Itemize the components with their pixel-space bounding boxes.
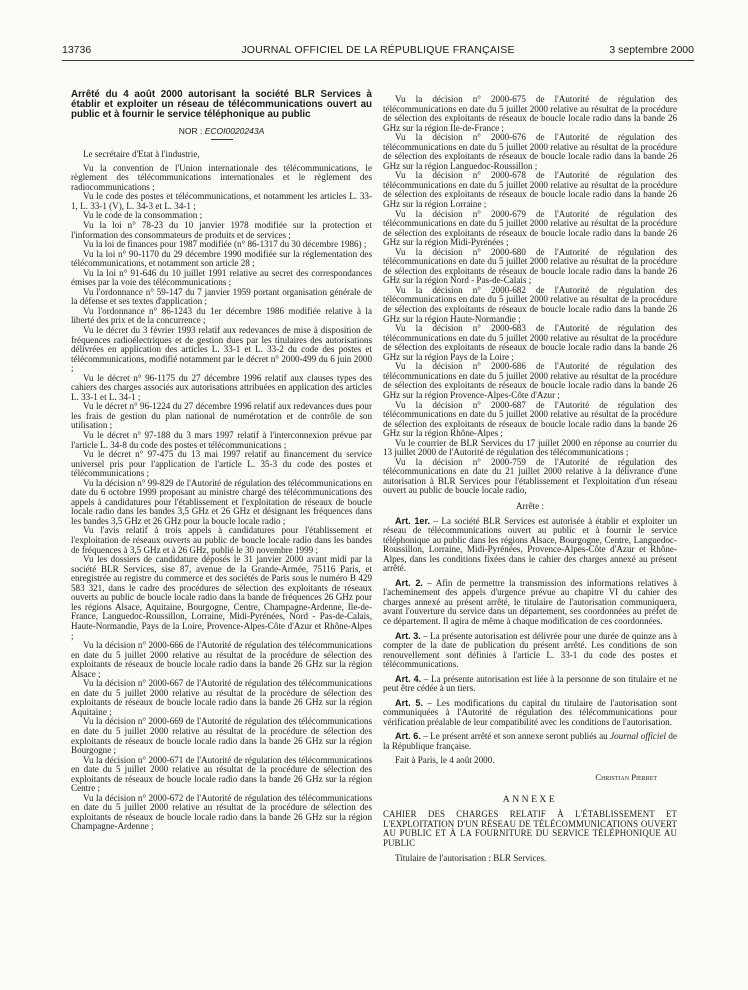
- header-rule: [62, 60, 694, 61]
- page-header: [62, 44, 694, 60]
- visa-paragraph: Vu le décret n° 97-188 du 3 mars 1997 relatif à l'interconnexion prévue par l'article L. 34-8 du code des postes et télécommunications ;: [71, 430, 372, 450]
- visa-paragraph: Vu le code de la consommation ;: [83, 210, 203, 221]
- visa-paragraph: Vu la décision n° 2000-686 de l'Autorité de régulation des télécommunications en date du 5 juillet 2000 relative au résultat de la procédure de sélection des exploitants de réseaux de boucle locale radio dans la bande 26 GHz sur la région Provence-Alpes-Côte d'Azur ;: [383, 361, 677, 400]
- nor-label: NOR :: [178, 125, 203, 136]
- article-text: – La présente autorisation est liée à la personne de son titulaire et ne peut être cédée à un tiers.: [383, 673, 677, 694]
- right-column: [383, 95, 677, 864]
- page-number: 13736: [62, 44, 92, 56]
- article-text-before: – Le présent arrêté et son annexe seront publiés au: [420, 731, 611, 742]
- visa-paragraph: Vu la décision n° 2000-672 de l'Autorité de régulation des télécommunications en date du 5 juillet 2000 relative au résultat de la procédure de sélection des exploitants de réseaux de boucle locale radio dans la bande 26 GHz sur la région Champagne-Ardenne ;: [71, 792, 372, 832]
- article-paragraph: [383, 579, 677, 627]
- article-text: – Les modifications du capital du titulaire de l'autorisation sont communiquées à l'Autorité de régulation des télécommunications pour vérification préalable de leur compatibilité avec les conditions de l'autorisation.: [383, 697, 677, 727]
- article-number: Art. 5.: [395, 697, 423, 708]
- issue-date: 3 septembre 2000: [609, 44, 694, 56]
- article-paragraph: [383, 632, 677, 670]
- visa-paragraph: Vu le décret du 3 février 1993 relatif aux redevances de mise à disposition de fréquences radioélectriques et de gestion dues par les titulaires des autorisations délivrées en application des articles L. 33-1 et L. 33-2 du code des postes et télécommunications, modifié notamment par le décret n° 2000-499 du 6 juin 2000 ;: [71, 325, 372, 374]
- article-text: – La présente autorisation est délivrée pour une durée de quinze ans à compter de la date de publication du présent arrêté. Les conditions de son renouvellement sont définies à l'article L. 33-1 du code des postes et télécommunications.: [383, 630, 677, 670]
- article-text-after: de la République française.: [383, 731, 677, 751]
- visa-paragraph: Vu le décret n° 97-475 du 13 mai 1997 relatif au financement du service universel pris pour l'application de l'article L. 35-3 du code des postes et télécommunications ;: [71, 449, 372, 479]
- visa-paragraph: Vu la décision n° 2000-669 de l'Autorité de régulation des télécommunications en date du 5 juillet 2000 relative au résultat de la procédure de sélection des exploitants de réseaux de boucle locale radio dans la bande 26 GHz sur la région Bourgogne ;: [71, 716, 372, 756]
- visa-paragraph: Vu le décret n° 96-1175 du 27 décembre 1996 relatif aux clauses types des cahiers des charges associés aux autorisations attribuées en application des articles L. 33-1 et L. 34-1 ;: [71, 372, 372, 402]
- left-column: [71, 90, 372, 832]
- article-text: – Afin de permettre la transmission des informations relatives à l'acheminement des appels d'urgence prévue au chapitre VI du cahier des charges annexé au présent arrêté, le titulaire de l'autorisation communiquera, avant l'ouverture du service dans un département, ses coordonnées au préfet de ce département. Il agira de même à chaque modification de ces coordonnées.: [383, 577, 677, 626]
- visa-paragraph: Vu la décision n° 2000-676 de l'Autorité de régulation des télécommunications en date du 5 juillet 2000 relative au résultat de la procédure de sélection des exploitants de réseaux de boucle locale radio dans la bande 26 GHz sur la région Languedoc-Roussillon ;: [383, 132, 677, 171]
- arrete-heading: Arrête :: [515, 500, 545, 511]
- visa-paragraph: Vu le courrier de BLR Services du 17 juillet 2000 en réponse au courrier du 13 juillet 2000 de l'Autorité de régulation des télécommunications ;: [383, 437, 677, 458]
- visa-paragraph: Vu la loi de finances pour 1987 modifiée (n° 86-1317 du 30 décembre 1986) ;: [83, 239, 367, 250]
- nor-reference: [71, 127, 372, 137]
- journal-title: JOURNAL OFFICIEL DE LA RÉPUBLIQUE FRANÇAISE: [241, 44, 515, 56]
- annexe-title: CAHIER DES CHARGES RELATIF À L'ÉTABLISSEMENT ET L'EXPLOITATION D'UN RÉSEAU DE TÉLÉCOMMUNICATIONS OUVERT AU PUBLIC ET À LA FOURNITURE DU SERVICE TÉLÉPHONIQUE AU PUBLIC: [383, 809, 677, 848]
- article-paragraph: [383, 699, 677, 728]
- visa-paragraph: Vu la décision n° 2000-679 de l'Autorité de régulation des télécommunications en date du 5 juillet 2000 relative au résultat de la procédure de sélection des exploitants de réseaux de boucle locale radio dans la bande 26 GHz sur la région Midi-Pyrénées ;: [383, 208, 677, 248]
- visa-paragraph: Vu les dossiers de candidature déposés le 31 janvier 2000 avant midi par la société BLR Services, sise 87, avenue de la Grande-Armée, 75116 Paris, et enregistrée au registre du commerce et des sociétés de Paris sous le numéro B 429 583 321, dans le cadre des procédures de sélection des exploitants de réseaux ouverts au public de boucle locale radio dans la bande de fréquences 26 GHz pour les régions Alsace, Aquitaine, Bourgogne, Centre, Champagne-Ardenne, Ile-de-France, Languedoc-Roussillon, Lorraine, Midi-Pyrénées, Nord - Pas-de-Calais, Haute-Normandie, Pays de la Loire, Provence-Alpes-Côte d'Azur et Rhône-Alpes ;: [71, 554, 372, 641]
- article-6: [383, 732, 677, 751]
- article-number: Art. 4.: [395, 673, 422, 684]
- visa-paragraph: Vu l'avis relatif à trois appels à candidatures pour l'établissement et l'exploitation de réseaux ouverts au public de boucle locale radio dans les bandes de fréquences à 3,5 GHz et à 26 GHz, publié le 30 novembre 1999 ;: [71, 525, 372, 555]
- visa-paragraph: Vu l'ordonnance n° 86-1243 du 1er décembre 1986 modifiée relative à la liberté des prix et de la concurrence ;: [71, 305, 372, 326]
- visa-paragraph: Vu la décision n° 2000-675 de l'Autorité de régulation des télécommunications en date du 5 juillet 2000 relative au résultat de la procédure de sélection des exploitants de réseaux de boucle locale radio dans la bande 26 GHz sur la région Ile-de-France ;: [383, 94, 677, 133]
- visa-paragraph: Vu la décision n° 99-829 de l'Autorité de régulation des télécommunications en date du 6 octobre 1999 proposant au ministre chargé des télécommunications des appels à candidatures pour l'établissement et l'exploitation de réseaux de boucle locale radio dans les bandes 3,5 GHz et 26 GHz et désignant les fréquences dans les bandes 3,5 GHz et 26 GHz pour la boucle locale radio ;: [71, 477, 372, 526]
- left-visas: [71, 164, 372, 832]
- visa-paragraph: Vu le décret n° 96-1224 du 27 décembre 1996 relatif aux redevances dues pour les frais de gestion du plan national de numérotation et de contrôle de son utilisation ;: [71, 401, 372, 431]
- visa-paragraph: Vu la décision n° 2000-678 de l'Autorité de régulation des télécommunications en date du 5 juillet 2000 relative au résultat de la procédure de sélection des exploitants de réseaux de boucle locale radio dans la bande 26 GHz sur la région Lorraine ;: [383, 170, 677, 210]
- articles: [383, 517, 677, 728]
- visa-paragraph: Vu le code des postes et télécommunications, et notamment les articles L. 33-1, L. 33-1 (V), L. 34-3 et L. 34-1 ;: [71, 191, 372, 211]
- visa-paragraph: Vu la décision n° 2000-666 de l'Autorité de régulation des télécommunications en date du 5 juillet 2000 relative au résultat de la procédure de sélection des exploitants de réseaux de boucle locale radio dans la bande 26 GHz sur la région Alsace ;: [71, 640, 372, 679]
- visa-paragraph: Vu la décision n° 2000-687 de l'Autorité de régulation des télécommunications en date du 5 juillet 2000 relative au résultat de la procédure de sélection des exploitants de réseaux de boucle locale radio dans la bande 26 GHz sur la région Rhône-Alpes ;: [383, 399, 677, 439]
- visa-paragraph: Vu l'ordonnance n° 59-147 du 7 janvier 1959 portant organisation générale de la défense et ses textes d'application ;: [71, 286, 372, 307]
- visa-paragraph: Vu la loi n° 90-1170 du 29 décembre 1990 modifiée sur la réglementation des télécommunications, et notamment son article 28 ;: [71, 248, 372, 269]
- decree-title: Arrêté du 4 août 2000 autorisant la société BLR Services à établir et exploiter un réseau de télécommunications ouvert au public et à fournir le service téléphonique au public: [71, 89, 372, 121]
- visa-paragraph: Vu la convention de l'Union internationale des télécommunications, le règlement des télécommunications internationales et le règlement des radiocommunications ;: [71, 162, 372, 192]
- titulaire-line: Titulaire de l'autorisation : BLR Services.: [395, 853, 547, 864]
- visa-paragraph: Vu la décision n° 2000-680 de l'Autorité de régulation des télécommunications en date du 5 juillet 2000 relative au résultat de la procédure de sélection des exploitants de réseaux de boucle locale radio dans la bande 26 GHz sur la région Nord - Pas-de-Calais ;: [383, 246, 677, 286]
- article-text: – La société BLR Services est autorisée à établir et exploiter un réseau de télécommunications ouvert au public et à fournir le service téléphonique au public dans les régions Alsace, Bourgogne, Centre, Languedoc-Roussillon, Lorraine, Midi-Pyrénées, Provence-Alpes-Côte d'Azur et Rhône-Alpes, dans les conditions fixées dans le cahier des charges annexé au présent arrêté.: [383, 515, 677, 574]
- visa-paragraph: Vu la loi n° 91-646 du 10 juillet 1991 relative au secret des correspondances émises par la voie des télécommunications ;: [71, 267, 372, 288]
- visa-paragraph: Vu la décision n° 2000-682 de l'Autorité de régulation des télécommunications en date du 5 juillet 2000 relative au résultat de la procédure de sélection des exploitants de réseaux de boucle locale radio dans la bande 26 GHz sur la région Haute-Normandie ;: [383, 284, 677, 324]
- visa-paragraph: Vu la décision n° 2000-671 de l'Autorité de régulation des télécommunications en date du 5 juillet 2000 relative au résultat de la procédure de sélection des exploitants de réseaux de boucle locale radio dans la bande 26 GHz sur la région Centre ;: [71, 754, 372, 794]
- article-number: Art. 2.: [395, 577, 423, 588]
- opening-line: Le secrétaire d'Etat à l'industrie,: [83, 149, 200, 160]
- article-number: Art. 1er.: [395, 515, 431, 526]
- signature: Christian Pierret: [595, 772, 657, 783]
- article-paragraph: [383, 675, 677, 694]
- article-paragraph: [383, 517, 677, 574]
- title-separator: [211, 139, 233, 140]
- visa-paragraph: Vu la décision n° 2000-759 de l'Autorité de régulation des télécommunications en date du 21 juillet 2000 relative à la délivrance d'une autorisation à BLR Services pour l'établissement et l'exploitation d'un réseau ouvert au public de boucle locale radio,: [383, 456, 677, 496]
- visa-paragraph: Vu la décision n° 2000-683 de l'Autorité de régulation des télécommunications en date du 5 juillet 2000 relative au résultat de la procédure de sélection des exploitants de réseaux de boucle locale radio dans la bande 26 GHz sur la région Pays de la Loire ;: [383, 323, 677, 362]
- right-visas: [383, 95, 677, 496]
- visa-paragraph: Vu la décision n° 2000-667 de l'Autorité de régulation des télécommunications en date du 5 juillet 2000 relative au résultat de la procédure de sélection des exploitants de réseaux de boucle locale radio dans la bande 26 GHz sur la région Aquitaine ;: [71, 678, 372, 717]
- annexe-heading: ANNEXE: [502, 793, 558, 805]
- done-at-line: Fait à Paris, le 4 août 2000.: [395, 754, 495, 765]
- journal-officiel-ref: Journal officiel: [610, 731, 667, 742]
- article-number: Art. 3.: [395, 630, 421, 641]
- nor-code: ECOI0020243A: [204, 125, 265, 136]
- visa-paragraph: Vu la loi n° 78-23 du 10 janvier 1978 modifiée sur la protection et l'information des consommateurs de produits et de services ;: [71, 219, 372, 240]
- article-number: Art. 6.: [395, 731, 421, 742]
